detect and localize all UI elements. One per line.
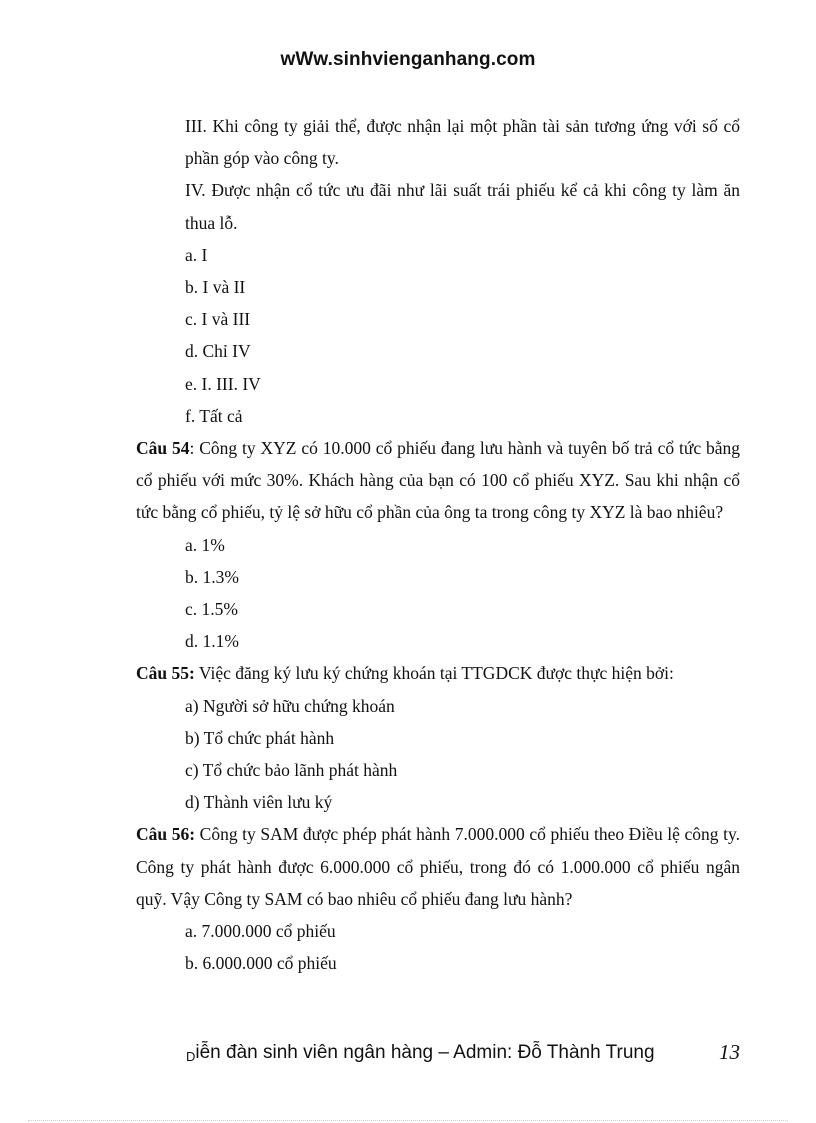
q53-option-e: e. I. III. IV bbox=[185, 373, 261, 394]
q53-option-d: d. Chỉ IV bbox=[185, 341, 251, 362]
page-footer bbox=[186, 1040, 742, 1066]
page-bottom-divider bbox=[28, 1120, 788, 1121]
q53-option-b: b. I và II bbox=[185, 277, 246, 298]
question-56 bbox=[136, 818, 740, 915]
footer-text: iễn đàn sinh viên ngân hàng – Admin: Đỗ Thành Trung bbox=[195, 1042, 655, 1063]
question-55-text: Việc đăng ký lưu ký chứng khoán tại TTGDCK được thực hiện bởi: bbox=[194, 663, 674, 684]
q54-option-a: a. 1% bbox=[185, 534, 225, 555]
q54-option-c: c. 1.5% bbox=[185, 599, 238, 620]
footer-prefix: D bbox=[186, 1049, 196, 1064]
question-54-label: Câu 54 bbox=[136, 438, 190, 459]
q54-option-b: b. 1.3% bbox=[185, 566, 239, 587]
q55-option-c: c) Tổ chức bảo lãnh phát hành bbox=[185, 760, 398, 781]
q56-option-b: b. 6.000.000 cổ phiếu bbox=[185, 953, 337, 974]
question-55 bbox=[136, 657, 740, 689]
question-56-label: Câu 56: bbox=[136, 824, 196, 845]
q55-option-a: a) Người sở hữu chứng khoán bbox=[185, 695, 395, 716]
q53-option-a: a. I bbox=[185, 244, 208, 265]
question-54-text: : Công ty XYZ có 10.000 cổ phiếu đang lưu hành và tuyên bố trả cổ tức bằng cổ phiếu với mức 30%. Khách hàng của bạn có 100 cổ phiếu XYZ. Sau khi nhận cổ tức bằng cổ phiếu, tỷ lệ sở hữu cổ phần của ông ta trong công ty XYZ là bao nhiêu? bbox=[136, 438, 740, 523]
site-header: wWw.sinhvienganhang.com bbox=[280, 49, 536, 70]
q54-option-d: d. 1.1% bbox=[185, 631, 239, 652]
statement-iv: IV. Được nhận cổ tức ưu đãi như lãi suất trái phiếu kể cả khi công ty làm ăn thua lỗ. bbox=[185, 180, 740, 233]
q56-option-a: a. 7.000.000 cổ phiếu bbox=[185, 921, 336, 942]
question-56-text: Công ty SAM được phép phát hành 7.000.000 cổ phiếu theo Điều lệ công ty. Công ty phát hành được 6.000.000 cổ phiếu, trong đó có 1.000.000 cổ phiếu ngân quỹ. Vậy Công ty SAM có bao nhiêu cổ phiếu đang lưu hành? bbox=[136, 824, 740, 909]
q55-option-b: b) Tổ chức phát hành bbox=[185, 727, 335, 748]
document-body bbox=[136, 110, 740, 979]
footer-forum-credit bbox=[186, 1042, 655, 1064]
page-number: 13 bbox=[719, 1040, 740, 1064]
question-55-label: Câu 55: bbox=[136, 663, 195, 684]
question-54 bbox=[136, 432, 740, 529]
statement-iii: III. Khi công ty giải thể, được nhận lại một phần tài sản tương ứng với số cổ phần góp vào công ty. bbox=[185, 116, 740, 169]
q53-option-f: f. Tất cả bbox=[185, 405, 243, 426]
q53-option-c: c. I và III bbox=[185, 309, 251, 330]
q55-option-d: d) Thành viên lưu ký bbox=[185, 792, 333, 813]
